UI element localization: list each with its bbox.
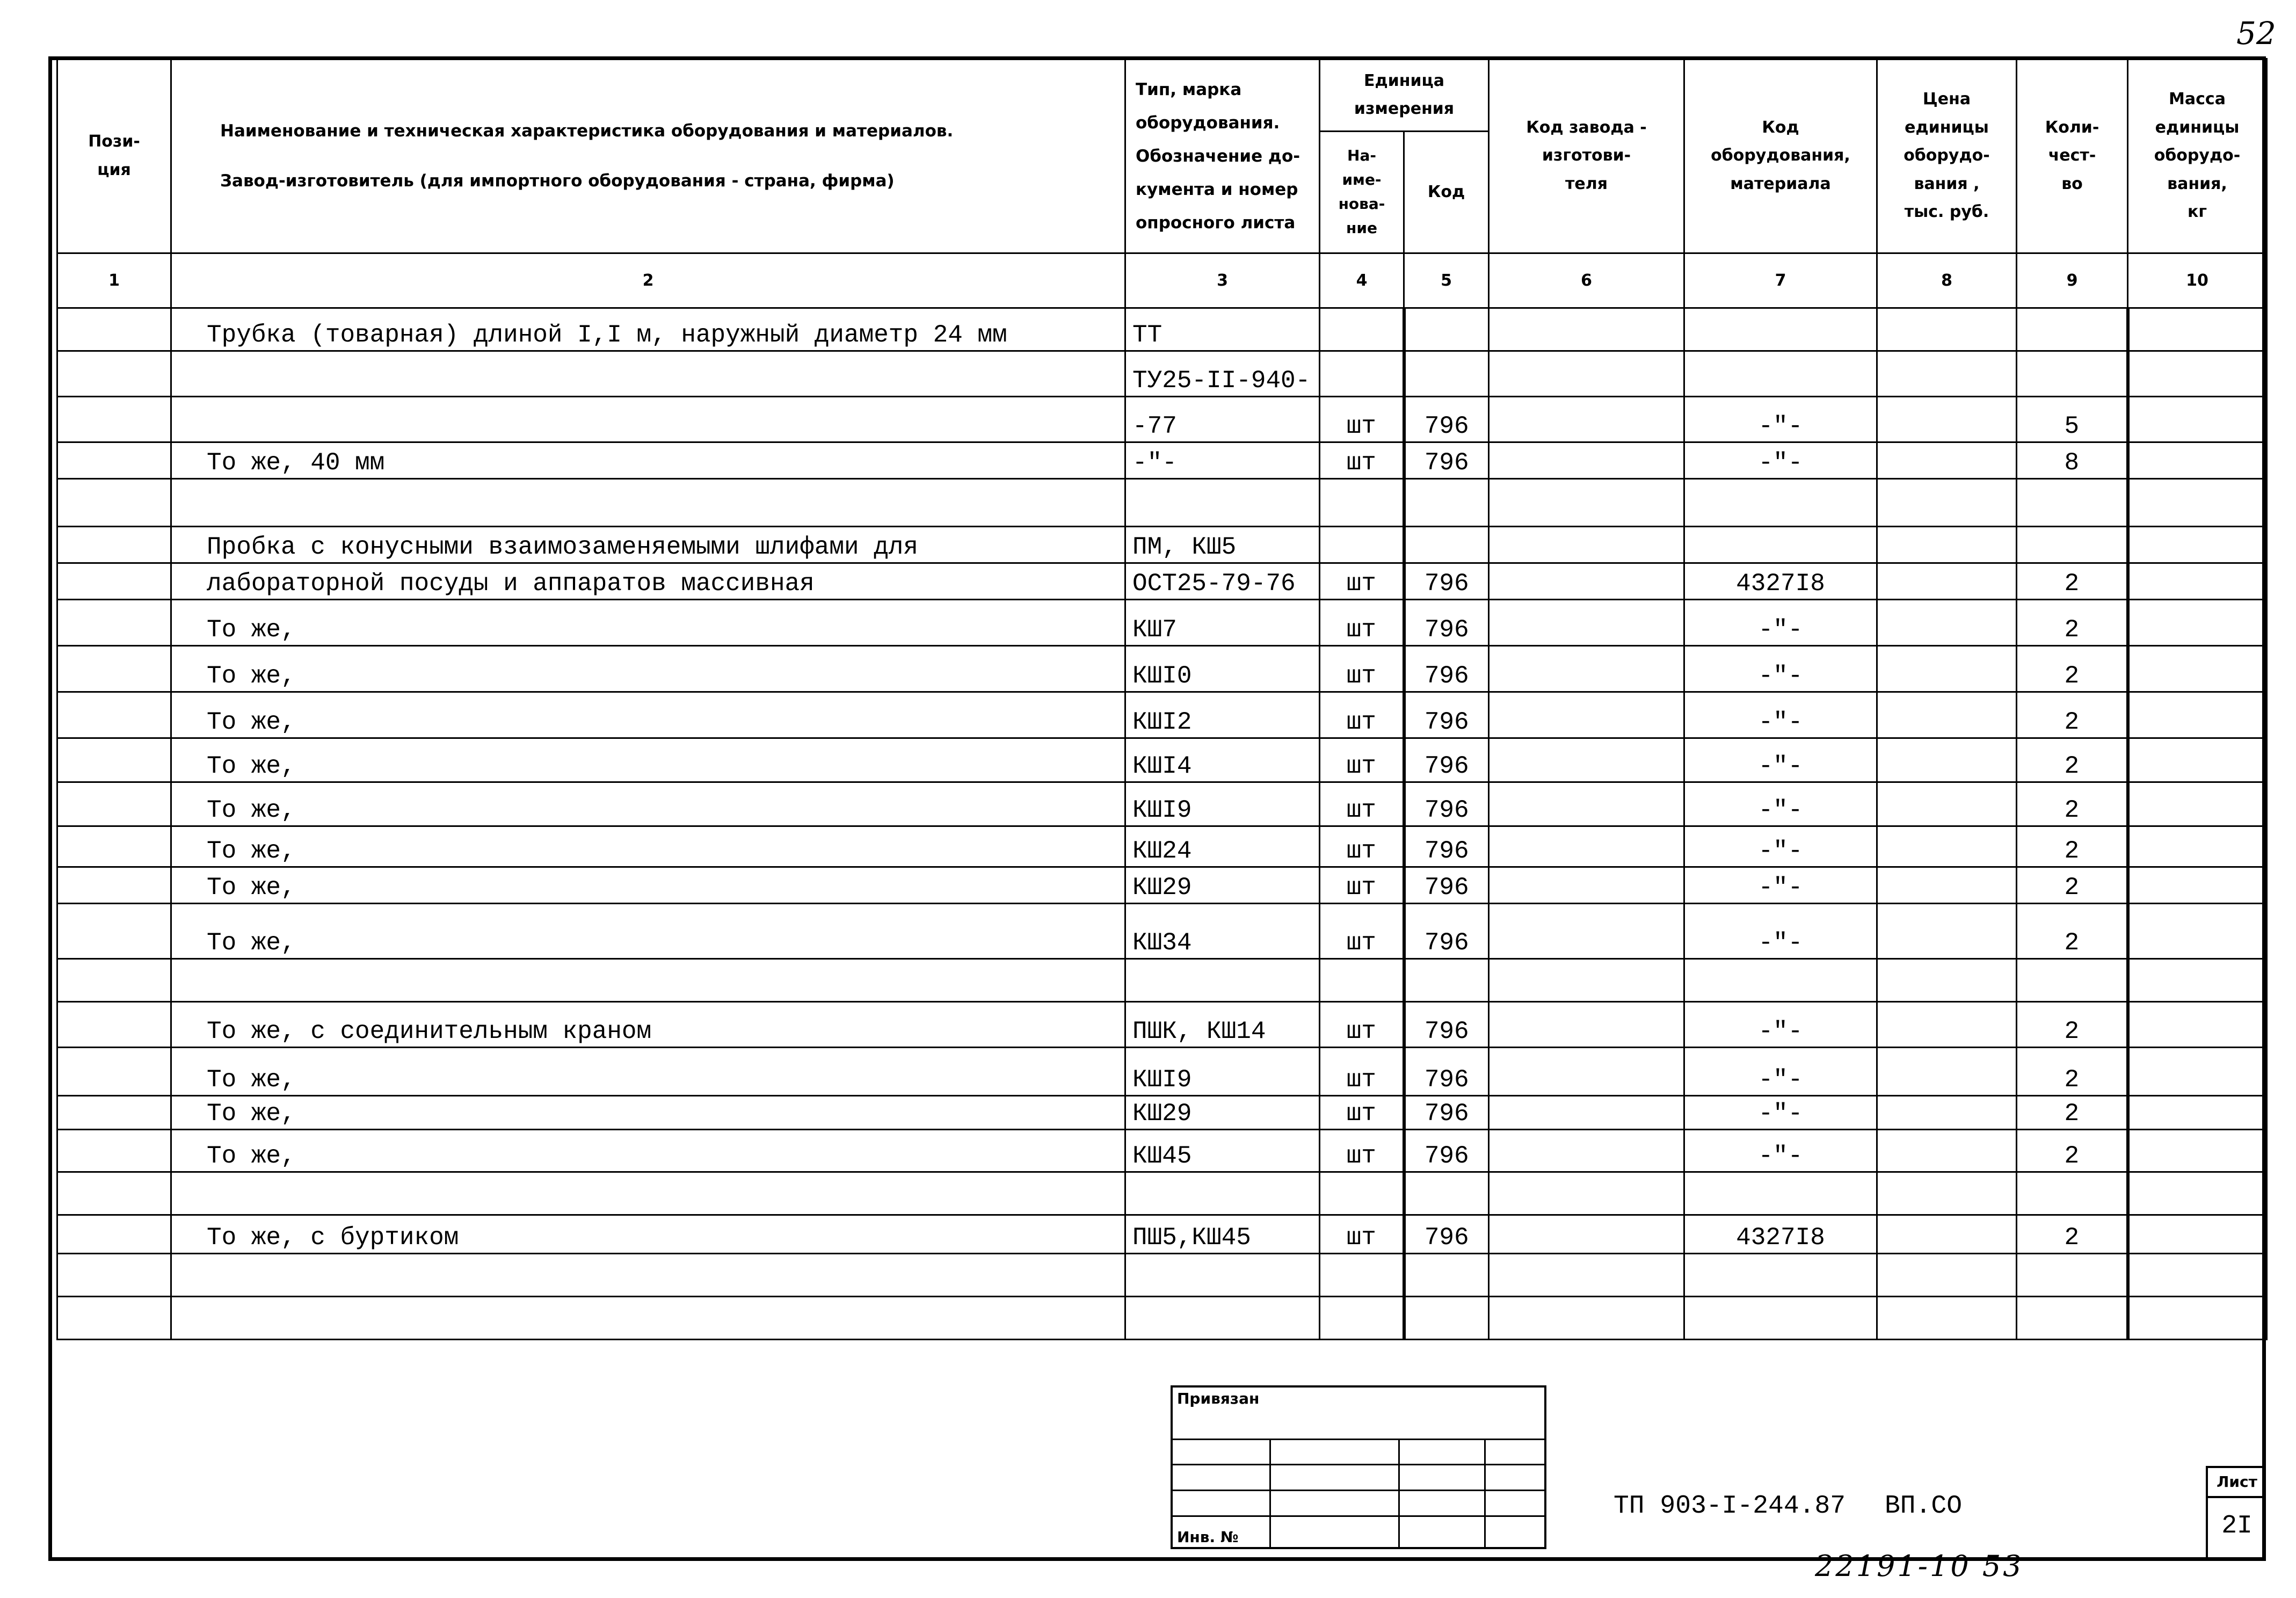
factory-code-cell — [1489, 479, 1684, 527]
unit-code-cell: 796 — [1404, 1130, 1489, 1172]
unit-code-cell — [1404, 1254, 1489, 1297]
price-cell — [1877, 563, 2017, 600]
table-row — [57, 351, 2267, 397]
table-row — [57, 308, 2267, 351]
quantity-cell — [2017, 527, 2128, 563]
factory-code-cell — [1489, 351, 1684, 397]
price-cell — [1877, 479, 2017, 527]
price-cell — [1877, 1130, 2017, 1172]
price-cell — [1877, 782, 2017, 826]
position-cell — [57, 397, 171, 442]
price-cell — [1877, 351, 2017, 397]
mass-cell — [2128, 738, 2267, 782]
unit-name-cell: шт — [1320, 1130, 1404, 1172]
type-cell — [1125, 1297, 1320, 1340]
attachment-stamp — [1171, 1385, 1546, 1549]
unit-code-cell: 796 — [1404, 867, 1489, 904]
quantity-cell: 8 — [2017, 442, 2128, 479]
factory-code-cell — [1489, 738, 1684, 782]
mass-cell — [2128, 1254, 2267, 1297]
table-row — [57, 738, 2267, 782]
factory-code-cell — [1489, 1297, 1684, 1340]
unit-code-cell — [1404, 308, 1489, 351]
quantity-cell: 2 — [2017, 1215, 2128, 1254]
factory-code-cell — [1489, 600, 1684, 646]
type-cell: КШ29 — [1125, 1096, 1320, 1130]
factory-code-cell — [1489, 397, 1684, 442]
table-row — [57, 1215, 2267, 1254]
position-cell — [57, 1297, 171, 1340]
equipment-code-cell: 4327I8 — [1684, 1215, 1877, 1254]
price-cell — [1877, 1172, 2017, 1215]
unit-code-cell: 796 — [1404, 904, 1489, 959]
header-mass: Масса единицы оборудо- вания, кг — [2128, 59, 2267, 253]
unit-name-cell: шт — [1320, 397, 1404, 442]
column-number: 4 — [1320, 253, 1404, 308]
unit-name-cell: шт — [1320, 1215, 1404, 1254]
price-cell — [1877, 397, 2017, 442]
unit-name-cell: шт — [1320, 600, 1404, 646]
mass-cell — [2128, 1297, 2267, 1340]
unit-name-cell — [1320, 959, 1404, 1002]
position-cell — [57, 1130, 171, 1172]
mass-cell — [2128, 1172, 2267, 1215]
item-name-cell: То же, 40 мм — [171, 442, 1125, 479]
position-cell — [57, 1048, 171, 1096]
item-name-cell: То же, — [171, 692, 1125, 738]
item-name-cell: Пробка с конусными взаимозаменяемыми шлифами для — [171, 527, 1125, 563]
quantity-cell — [2017, 1172, 2128, 1215]
table-row — [57, 782, 2267, 826]
mass-cell — [2128, 1215, 2267, 1254]
price-cell — [1877, 1254, 2017, 1297]
mass-cell — [2128, 442, 2267, 479]
equipment-code-cell: -"- — [1684, 646, 1877, 692]
price-cell — [1877, 904, 2017, 959]
column-number: 6 — [1489, 253, 1684, 308]
equipment-code-cell: 4327I8 — [1684, 563, 1877, 600]
type-cell — [1125, 1254, 1320, 1297]
unit-code-cell: 796 — [1404, 397, 1489, 442]
unit-code-cell: 796 — [1404, 1215, 1489, 1254]
table-row — [57, 479, 2267, 527]
equipment-code-cell — [1684, 1172, 1877, 1215]
factory-code-cell — [1489, 1215, 1684, 1254]
table-row — [57, 563, 2267, 600]
table-row — [57, 867, 2267, 904]
unit-name-cell: шт — [1320, 1002, 1404, 1048]
handwritten-page-number: 52 — [2236, 15, 2276, 52]
mass-cell — [2128, 1096, 2267, 1130]
position-cell — [57, 479, 171, 527]
quantity-cell: 2 — [2017, 826, 2128, 867]
mass-cell — [2128, 1002, 2267, 1048]
document-subcode: ВП.СО — [1885, 1492, 1963, 1521]
unit-code-cell: 796 — [1404, 826, 1489, 867]
table-row — [57, 1172, 2267, 1215]
header-price: Цена единицы оборудо- вания , тыс. руб. — [1877, 59, 2017, 253]
price-cell — [1877, 1048, 2017, 1096]
header-unit-code: Код — [1404, 132, 1489, 253]
equipment-code-cell: -"- — [1684, 904, 1877, 959]
document-code: ТП 903-I-244.87 — [1614, 1492, 1846, 1521]
unit-name-cell: шт — [1320, 563, 1404, 600]
quantity-cell — [2017, 1297, 2128, 1340]
unit-code-cell — [1404, 959, 1489, 1002]
position-cell — [57, 867, 171, 904]
mass-cell — [2128, 826, 2267, 867]
factory-code-cell — [1489, 904, 1684, 959]
position-cell — [57, 351, 171, 397]
factory-code-cell — [1489, 563, 1684, 600]
attached-label: Привязан — [1177, 1390, 1260, 1407]
unit-name-cell: шт — [1320, 692, 1404, 738]
position-cell — [57, 1002, 171, 1048]
equipment-code-cell: -"- — [1684, 1130, 1877, 1172]
inventory-number-label: Инв. № — [1177, 1528, 1239, 1546]
equipment-code-cell: -"- — [1684, 692, 1877, 738]
sheet-number-box — [2206, 1466, 2266, 1561]
unit-code-cell — [1404, 1172, 1489, 1215]
column-number: 7 — [1684, 253, 1877, 308]
unit-name-cell: шт — [1320, 646, 1404, 692]
factory-code-cell — [1489, 1002, 1684, 1048]
equipment-code-cell: -"- — [1684, 1096, 1877, 1130]
quantity-cell: 2 — [2017, 738, 2128, 782]
equipment-code-cell: -"- — [1684, 397, 1877, 442]
factory-code-cell — [1489, 442, 1684, 479]
unit-code-cell: 796 — [1404, 738, 1489, 782]
unit-name-cell — [1320, 351, 1404, 397]
handwritten-footer-number: 22191-10 53 — [1815, 1549, 2024, 1583]
unit-code-cell: 796 — [1404, 442, 1489, 479]
factory-code-cell — [1489, 1172, 1684, 1215]
price-cell — [1877, 867, 2017, 904]
header-quantity: Коли- чест- во — [2017, 59, 2128, 253]
header-position: Пози- ция — [57, 59, 171, 253]
quantity-cell: 2 — [2017, 1002, 2128, 1048]
unit-name-cell: шт — [1320, 442, 1404, 479]
table-row — [57, 826, 2267, 867]
quantity-cell: 2 — [2017, 904, 2128, 959]
quantity-cell — [2017, 308, 2128, 351]
item-name-cell: То же, — [171, 646, 1125, 692]
column-number: 1 — [57, 253, 171, 308]
type-cell: ОСТ25-79-76 — [1125, 563, 1320, 600]
price-cell — [1877, 1297, 2017, 1340]
table-row — [57, 904, 2267, 959]
mass-cell — [2128, 351, 2267, 397]
unit-name-cell — [1320, 1172, 1404, 1215]
price-cell — [1877, 600, 2017, 646]
column-number: 3 — [1125, 253, 1320, 308]
table-row — [57, 692, 2267, 738]
type-cell: ТУ25-II-940- — [1125, 351, 1320, 397]
table-row — [57, 646, 2267, 692]
mass-cell — [2128, 563, 2267, 600]
sheet-number: 2I — [2221, 1512, 2253, 1541]
type-cell: ПШК, КШ14 — [1125, 1002, 1320, 1048]
specification-table — [56, 58, 2268, 1340]
factory-code-cell — [1489, 1096, 1684, 1130]
equipment-code-cell: -"- — [1684, 738, 1877, 782]
table-row — [57, 1297, 2267, 1340]
position-cell — [57, 527, 171, 563]
unit-code-cell: 796 — [1404, 692, 1489, 738]
mass-cell — [2128, 1048, 2267, 1096]
position-cell — [57, 308, 171, 351]
table-row — [57, 600, 2267, 646]
type-cell: КШI2 — [1125, 692, 1320, 738]
type-cell: КШ24 — [1125, 826, 1320, 867]
unit-code-cell: 796 — [1404, 1048, 1489, 1096]
unit-name-cell: шт — [1320, 738, 1404, 782]
unit-name-cell: шт — [1320, 782, 1404, 826]
column-number: 5 — [1404, 253, 1489, 308]
equipment-code-cell: -"- — [1684, 600, 1877, 646]
unit-name-cell: шт — [1320, 867, 1404, 904]
type-cell: ПШ5,КШ45 — [1125, 1215, 1320, 1254]
mass-cell — [2128, 1130, 2267, 1172]
item-name-cell: лабораторной посуды и аппаратов массивная — [171, 563, 1125, 600]
unit-name-cell: шт — [1320, 826, 1404, 867]
price-cell — [1877, 1002, 2017, 1048]
position-cell — [57, 826, 171, 867]
type-cell: ТТ — [1125, 308, 1320, 351]
mass-cell — [2128, 600, 2267, 646]
position-cell — [57, 782, 171, 826]
unit-name-cell: шт — [1320, 904, 1404, 959]
mass-cell — [2128, 959, 2267, 1002]
mass-cell — [2128, 479, 2267, 527]
price-cell — [1877, 1096, 2017, 1130]
quantity-cell: 2 — [2017, 782, 2128, 826]
column-number: 2 — [171, 253, 1125, 308]
equipment-code-cell — [1684, 959, 1877, 1002]
equipment-code-cell: -"- — [1684, 1002, 1877, 1048]
price-cell — [1877, 826, 2017, 867]
quantity-cell — [2017, 959, 2128, 1002]
type-cell: -"- — [1125, 442, 1320, 479]
column-number: 8 — [1877, 253, 2017, 308]
quantity-cell: 2 — [2017, 563, 2128, 600]
quantity-cell: 2 — [2017, 1048, 2128, 1096]
factory-code-cell — [1489, 959, 1684, 1002]
table-row — [57, 397, 2267, 442]
mass-cell — [2128, 646, 2267, 692]
price-cell — [1877, 738, 2017, 782]
equipment-code-cell — [1684, 1254, 1877, 1297]
equipment-code-cell: -"- — [1684, 867, 1877, 904]
position-cell — [57, 1172, 171, 1215]
quantity-cell — [2017, 479, 2128, 527]
factory-code-cell — [1489, 782, 1684, 826]
item-name-cell: То же, — [171, 738, 1125, 782]
equipment-code-cell — [1684, 1297, 1877, 1340]
price-cell — [1877, 527, 2017, 563]
item-name-cell: То же, с буртиком — [171, 1215, 1125, 1254]
position-cell — [57, 959, 171, 1002]
item-name-cell: То же, — [171, 600, 1125, 646]
type-cell: КШI9 — [1125, 782, 1320, 826]
price-cell — [1877, 646, 2017, 692]
unit-name-cell — [1320, 1254, 1404, 1297]
quantity-cell: 2 — [2017, 867, 2128, 904]
quantity-cell: 2 — [2017, 692, 2128, 738]
item-name-cell: То же, — [171, 826, 1125, 867]
equipment-code-cell: -"- — [1684, 1048, 1877, 1096]
equipment-code-cell: -"- — [1684, 782, 1877, 826]
position-cell — [57, 646, 171, 692]
factory-code-cell — [1489, 692, 1684, 738]
column-number: 9 — [2017, 253, 2128, 308]
type-cell: КШ29 — [1125, 867, 1320, 904]
item-name-cell — [171, 959, 1125, 1002]
equipment-code-cell — [1684, 527, 1877, 563]
type-cell — [1125, 1172, 1320, 1215]
unit-code-cell: 796 — [1404, 646, 1489, 692]
equipment-code-cell — [1684, 351, 1877, 397]
unit-code-cell: 796 — [1404, 782, 1489, 826]
unit-name-cell — [1320, 308, 1404, 351]
position-cell — [57, 692, 171, 738]
item-name-cell — [171, 397, 1125, 442]
position-cell — [57, 563, 171, 600]
type-cell: КШ7 — [1125, 600, 1320, 646]
quantity-cell — [2017, 1254, 2128, 1297]
type-cell: КШI4 — [1125, 738, 1320, 782]
header-unit-group: Единица измерения — [1320, 59, 1489, 132]
type-cell: -77 — [1125, 397, 1320, 442]
position-cell — [57, 904, 171, 959]
mass-cell — [2128, 397, 2267, 442]
item-name-cell: То же, — [171, 867, 1125, 904]
unit-name-cell: шт — [1320, 1096, 1404, 1130]
item-name-cell — [171, 351, 1125, 397]
type-cell: КШ45 — [1125, 1130, 1320, 1172]
item-name-cell: То же, — [171, 1130, 1125, 1172]
position-cell — [57, 1254, 171, 1297]
type-cell: КШ34 — [1125, 904, 1320, 959]
price-cell — [1877, 442, 2017, 479]
item-name-cell: То же, — [171, 1096, 1125, 1130]
equipment-code-cell: -"- — [1684, 826, 1877, 867]
column-number: 10 — [2128, 253, 2267, 308]
position-cell — [57, 442, 171, 479]
table-row — [57, 527, 2267, 563]
quantity-cell: 2 — [2017, 600, 2128, 646]
header-equipment-code: Код оборудования, материала — [1684, 59, 1877, 253]
equipment-code-cell: -"- — [1684, 442, 1877, 479]
type-cell: ПМ, КШ5 — [1125, 527, 1320, 563]
factory-code-cell — [1489, 826, 1684, 867]
unit-name-cell — [1320, 1297, 1404, 1340]
unit-code-cell — [1404, 351, 1489, 397]
factory-code-cell — [1489, 646, 1684, 692]
equipment-code-cell — [1684, 479, 1877, 527]
position-cell — [57, 1215, 171, 1254]
table-row — [57, 442, 2267, 479]
header-factory-code: Код завода - изготови- теля — [1489, 59, 1684, 253]
unit-name-cell: шт — [1320, 1048, 1404, 1096]
sheet-label: Лист — [2208, 1468, 2266, 1498]
table-row — [57, 1096, 2267, 1130]
equipment-code-cell — [1684, 308, 1877, 351]
factory-code-cell — [1489, 1130, 1684, 1172]
factory-code-cell — [1489, 308, 1684, 351]
header-type: Тип, марка оборудования. Обозначение до- кумента и номер опросного листа — [1125, 59, 1320, 253]
table-row — [57, 1254, 2267, 1297]
price-cell — [1877, 1215, 2017, 1254]
unit-name-cell — [1320, 479, 1404, 527]
table-row — [57, 1002, 2267, 1048]
position-cell — [57, 1096, 171, 1130]
table-row — [57, 1130, 2267, 1172]
quantity-cell: 2 — [2017, 1096, 2128, 1130]
unit-code-cell: 796 — [1404, 1096, 1489, 1130]
type-cell — [1125, 959, 1320, 1002]
mass-cell — [2128, 692, 2267, 738]
unit-name-cell — [1320, 527, 1404, 563]
type-cell: КШI0 — [1125, 646, 1320, 692]
price-cell — [1877, 308, 2017, 351]
position-cell — [57, 738, 171, 782]
quantity-cell: 2 — [2017, 646, 2128, 692]
unit-code-cell: 796 — [1404, 600, 1489, 646]
position-cell — [57, 600, 171, 646]
item-name-cell: То же, с соединительным краном — [171, 1002, 1125, 1048]
header-name: Наименование и техническая характеристика оборудования и материалов. Завод-изготовитель (для импортного оборудования - страна, фирма) — [171, 59, 1125, 253]
mass-cell — [2128, 527, 2267, 563]
type-cell — [1125, 479, 1320, 527]
item-name-cell — [171, 1172, 1125, 1215]
price-cell — [1877, 692, 2017, 738]
price-cell — [1877, 959, 2017, 1002]
quantity-cell — [2017, 351, 2128, 397]
item-name-cell — [171, 1254, 1125, 1297]
table-row — [57, 1048, 2267, 1096]
type-cell: КШI9 — [1125, 1048, 1320, 1096]
table-row — [57, 959, 2267, 1002]
item-name-cell: То же, — [171, 1048, 1125, 1096]
unit-code-cell: 796 — [1404, 1002, 1489, 1048]
mass-cell — [2128, 308, 2267, 351]
header-unit-name: На- име- нова- ние — [1320, 132, 1404, 253]
item-name-cell — [171, 479, 1125, 527]
unit-code-cell: 796 — [1404, 563, 1489, 600]
factory-code-cell — [1489, 1254, 1684, 1297]
factory-code-cell — [1489, 867, 1684, 904]
mass-cell — [2128, 867, 2267, 904]
item-name-cell — [171, 1297, 1125, 1340]
quantity-cell: 5 — [2017, 397, 2128, 442]
factory-code-cell — [1489, 1048, 1684, 1096]
quantity-cell: 2 — [2017, 1130, 2128, 1172]
unit-code-cell — [1404, 527, 1489, 563]
item-name-cell: То же, — [171, 904, 1125, 959]
factory-code-cell — [1489, 527, 1684, 563]
item-name-cell: Трубка (товарная) длиной I,I м, наружный диаметр 24 мм — [171, 308, 1125, 351]
unit-code-cell — [1404, 1297, 1489, 1340]
unit-code-cell — [1404, 479, 1489, 527]
item-name-cell: То же, — [171, 782, 1125, 826]
mass-cell — [2128, 904, 2267, 959]
mass-cell — [2128, 782, 2267, 826]
